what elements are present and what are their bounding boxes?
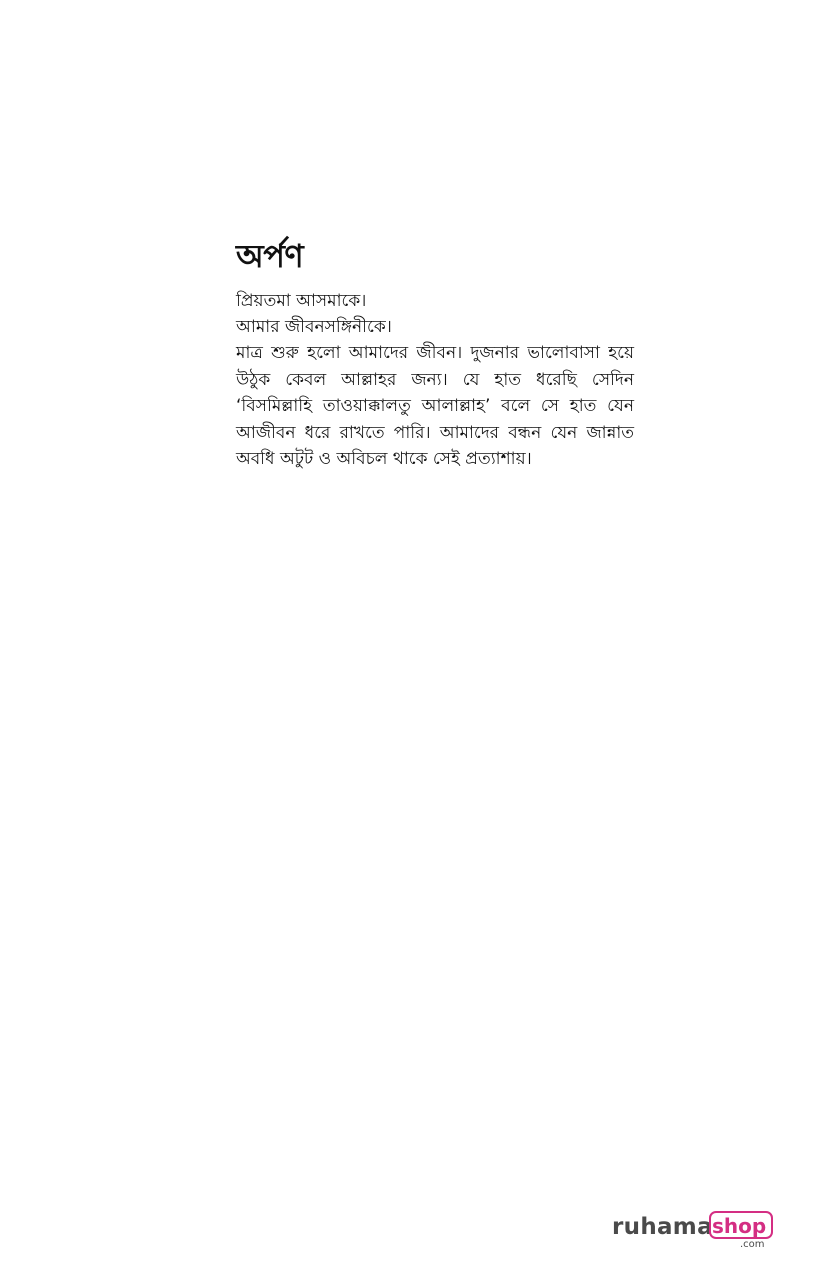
ruhamashop-logo bbox=[612, 1208, 792, 1256]
dedication-line: প্রিয়তমা আসমাকে। bbox=[236, 291, 367, 311]
dedication-paragraph bbox=[236, 340, 634, 473]
paragraph-line: উঠুক কেবল আল্লাহর জন্য। যে হাত ধরেছি সেদিন bbox=[236, 369, 634, 390]
dedication-line: আমার জীবনসঙ্গিনীকে। bbox=[236, 317, 392, 337]
paragraph-line: মাত্র শুরু হলো আমাদের জীবন। দুজনার ভালোবাসা হয়ে bbox=[236, 343, 634, 363]
paragraph-line: ‘বিসমিল্লাহি তাওয়াক্কালতু আলাল্লাহ’ বলে সে হাত যেন bbox=[236, 396, 634, 416]
logo-domain-suffix: .com bbox=[740, 1239, 765, 1250]
paragraph-line: অবধি অটুট ও অবিচল থাকে সেই প্রত্যাশায়। bbox=[236, 449, 532, 469]
paragraph-line: আজীবন ধরে রাখতে পারি। আমাদের বন্ধন যেন জান্নাত bbox=[236, 422, 634, 443]
page-title: অর্পণ bbox=[236, 237, 304, 275]
logo-shop-text: shop bbox=[712, 1214, 767, 1238]
dedication-section bbox=[236, 236, 636, 473]
logo-brand-text: ruhama bbox=[612, 1214, 713, 1240]
